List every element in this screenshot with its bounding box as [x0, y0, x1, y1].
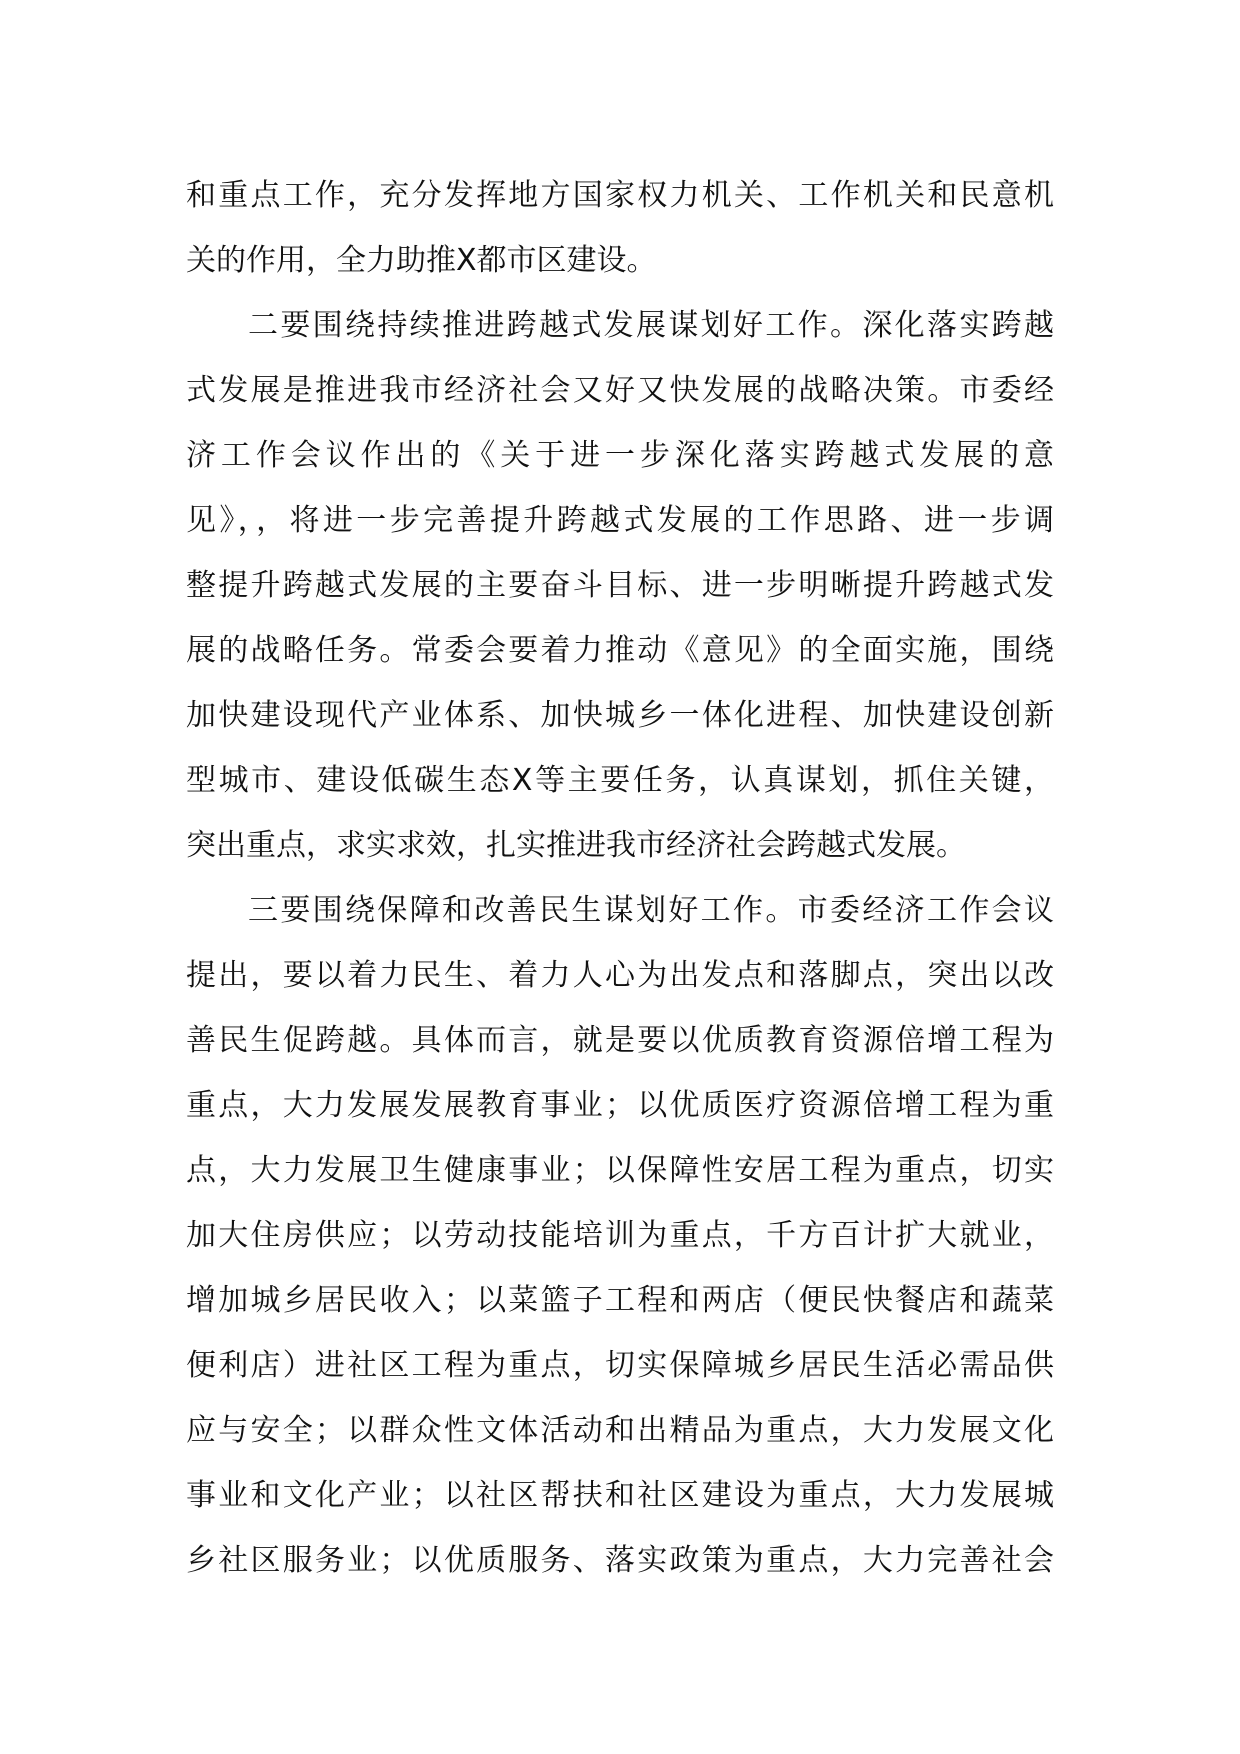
text-line: 事业和文化产业；以社区帮扶和社区建设为重点，大力发展城 [186, 1478, 1054, 1513]
text-line: 济工作会议作出的《关于进一步深化落实跨越式发展的意 [186, 438, 1054, 473]
text-line: 便利店）进社区工程为重点，切实保障城乡居民生活必需品供 [186, 1348, 1054, 1383]
text-line: 型城市、建设低碳生态X等主要任务，认真谋划，抓住关键， [186, 763, 1054, 798]
text-line: 加快建设现代产业体系、加快城乡一体化进程、加快建设创新 [186, 698, 1054, 733]
text-line: 整提升跨越式发展的主要奋斗目标、进一步明晰提升跨越式发 [186, 568, 1054, 603]
text-line: 见》，，将进一步完善提升跨越式发展的工作思路、进一步调 [186, 503, 1054, 538]
text-line: 乡社区服务业；以优质服务、落实政策为重点，大力完善社会 [186, 1543, 1054, 1578]
text-line: 式发展是推进我市经济社会又好又快发展的战略决策。市委经 [186, 373, 1054, 408]
text-line: 展的战略任务。常委会要着力推动《意见》的全面实施，围绕 [186, 633, 1054, 668]
text-line: 和重点工作，充分发挥地方国家权力机关、工作机关和民意机 [186, 178, 1054, 213]
text-line: 提出，要以着力民生、着力人心为出发点和落脚点，突出以改 [186, 958, 1054, 993]
text-line: 加大住房供应；以劳动技能培训为重点，千方百计扩大就业， [186, 1218, 1054, 1253]
text-line: 善民生促跨越。具体而言，就是要以优质教育资源倍增工程为 [186, 1023, 1054, 1058]
text-line: 点，大力发展卫生健康事业；以保障性安居工程为重点，切实 [186, 1153, 1054, 1188]
text-line: 增加城乡居民收入；以菜篮子工程和两店（便民快餐店和蔬菜 [186, 1283, 1054, 1318]
text-line: 关的作用，全力助推X都市区建设。 [186, 243, 657, 278]
paragraph-first-line: 三要围绕保障和改善民生谋划好工作。市委经济工作会议 [248, 893, 1054, 928]
text-line: 应与安全；以群众性文体活动和出精品为重点，大力发展文化 [186, 1413, 1054, 1448]
text-line: 重点，大力发展发展教育事业；以优质医疗资源倍增工程为重 [186, 1088, 1054, 1123]
text-line: 突出重点，求实求效，扎实推进我市经济社会跨越式发展。 [186, 828, 966, 863]
paragraph-first-line: 二要围绕持续推进跨越式发展谋划好工作。深化落实跨越 [248, 308, 1054, 343]
